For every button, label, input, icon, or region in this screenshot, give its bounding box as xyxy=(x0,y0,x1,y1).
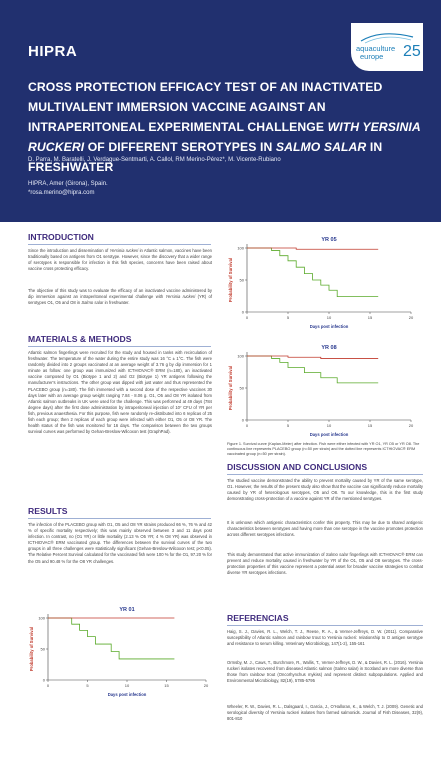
section-divider xyxy=(227,474,423,475)
methods-heading: MATERIALS & METHODS xyxy=(28,334,132,344)
x-tick-label: 20 xyxy=(408,315,414,320)
x-axis-label: Days post infection xyxy=(309,324,349,329)
placebo-survival-line xyxy=(247,356,378,383)
results-paragraph: The infection of the PLACEBO group with O1, O5 and O8 YR strains produced 66 %, 76 % and 42 % of specific mortality respectively; this was mainly observed between 3 and 11 days post infection. In contrast, no (O1 YR) or little mortality (2.13 % O5 YR; 4 % O8 YR) was observed in ICTHIOVAC® ERM vaccinated group. The differences between the survival curves of the two groups in all three challenges were statistically significant (Gehan-Breslow-Wilcoxon test; p<0.05). The Relative Percent Survival calculated for the vaccinated fish were 100 % for the O1, 97.20 % for the O5 and 90.48 % for the O8 YR challenges. xyxy=(28,522,212,564)
title-text-3: IN FRESHWATER xyxy=(28,140,383,174)
methods-paragraph: Atlantic salmon fingerlings were recruited for the study and housed in tanks with recirculation of freshwater. The temperature of the water during the entire study was 16 °C ± 1°C. The fish were randomly divided into 2 groups vaccinated at an average weight of 3.76 g by dip immersion for 1 minute as follow: one group was immunized with ICTHIOVAC® ERM (n=180), an inactivated vaccine composed by O1 (Biotype 1 and 2) and O2 (Biotype 1) YR antigens following the manufacturer's instructions. The other group was dipped with just water and thus represented the PLACEBO group (n=180). The fish immersed with a second dose of the respective vaccines 30 days later with an average group weight ranging 7.84 - 8.06 g. O1, O5 and O8 YR isolated from Atlantic salmon outbreaks in UK were used for the challenge. This was performed at 49 days (784 degree days) after the first dose administration by intraperitoneal injection of 10⁷ CFU of YR per fish, previous anaesthesia. For this purpose, fish were randomly re-distributed into 6 replicas of 25 fish each group; then 2 replicas of each group were infected with either O1, O5 or O8 YR. The health status of the fish was monitored for 16 days. The comparison between the two groups survival curves was performed by Gehan-Breslow-Wilcoxon test (GraphPad). xyxy=(28,350,212,435)
title-italic-2: SALMO SALAR xyxy=(275,140,367,154)
affiliation-block xyxy=(28,180,108,198)
x-tick-label: 10 xyxy=(326,423,332,428)
discussion-paragraph-2: It is unknown which antigenic characteristics confer this property. This may be due to shared antigenic characteristics between serotypes and having more than one serotype in the vaccine promotes protection across different serotypes infections. xyxy=(227,520,423,538)
discussion-paragraph-1: The studied vaccine demonstrated the ability to prevent mortality caused by YR of the same serotype, O1. However, the results of the present study also show that the vaccine can significantly reduce mortality caused by YR of heterologous serotypes, O5 and O8. To our knowledge, this is the first study demonstrating cross-protection of a vaccine against YR of the mentioned serotypes. xyxy=(227,478,423,502)
section-divider xyxy=(28,518,211,519)
vaccinated-survival-line xyxy=(247,356,378,359)
discussion-heading: DISCUSSION AND CONCLUSIONS xyxy=(227,462,368,472)
x-tick-label: 0 xyxy=(46,683,50,688)
results-heading: RESULTS xyxy=(28,506,68,516)
x-tick-label: 5 xyxy=(286,315,290,320)
y-tick-label: 100 xyxy=(38,615,45,621)
x-tick-label: 0 xyxy=(245,423,249,428)
x-tick-label: 0 xyxy=(245,315,249,320)
section-divider xyxy=(28,244,211,245)
x-tick-label: 20 xyxy=(203,683,209,688)
x-tick-label: 5 xyxy=(86,683,89,688)
y-tick-label: 0 xyxy=(42,677,45,683)
introduction-heading: INTRODUCTION xyxy=(28,232,94,242)
survival-chart-yr08 xyxy=(227,340,423,440)
chart-title: YR 05 xyxy=(321,237,337,243)
introduction-paragraph-1: Since the introduction and dissemination of Yersinia ruckeri in Atlantic salmon, vaccines have been traditionally based on antigens from O1 serotype. However, since the discovery that a wider range of serotypes is responsible for infection in this fish species, concerns have been raised about vaccine cross protecting efficacy. xyxy=(28,248,212,272)
event-logo xyxy=(351,23,423,71)
x-tick-label: 10 xyxy=(326,315,332,320)
x-tick-label: 15 xyxy=(367,315,373,320)
chart-title: YR 08 xyxy=(321,345,337,351)
reference-item: Haig, S. J., Davies, R. L., Welch, T. J., Reese, R. A., & Verner-Jeffreys, D. W. (2011). Comparative susceptibility of Atlantic salmon and rainbow trout to Yersinia ruckeri: relationship to O antigen serotype and resistance to serum killing. Veterinary Microbiology, 147(1-2), 155-161 xyxy=(227,629,423,647)
placebo-survival-line xyxy=(48,618,174,659)
references-heading: REFERENCIAS xyxy=(227,613,289,623)
title-text-1: CROSS PROTECTION EFFICACY TEST OF AN INACTIVATED MULTIVALENT IMMERSION VACCINE AGAINST AN INTRAPERITONEAL EXPERIMENTAL CHALLENGE xyxy=(28,80,383,134)
title-italic-1: WITH YERSINIA RUCKERI xyxy=(28,120,421,154)
x-axis-label: Days post infection xyxy=(309,432,349,437)
reference-item: Wheeler, R. W., Davies, R. L., Dalsgaard, I., Garcia, J., O'Halloran, K., & Welch, T. J. (2009). Genetic and serological diversity of Yersinia ruckeri isolates from farmed salmonids. Journal of Fish Diseases, 32(9), 801-810 xyxy=(227,704,423,722)
brand-logo: HIPRA xyxy=(28,43,78,60)
event-logo-line1: aquaculture xyxy=(356,44,396,53)
x-tick-label: 15 xyxy=(367,423,373,428)
introduction-paragraph-2: The objective of this study was to evaluate the efficacy of an inactivated vaccine administered by dip immersion against an intraperitoneal experimental challenge with Yersinia ruckeri (YR) of serotypes O1, O5 and O8 in Salmo salar in freshwater. xyxy=(28,288,212,306)
y-axis-label: Probability of Survival xyxy=(29,626,34,672)
event-logo-line2: europe xyxy=(360,52,384,61)
y-tick-label: 0 xyxy=(241,417,244,423)
survival-chart-yr01 xyxy=(28,602,218,700)
placebo-survival-line xyxy=(247,248,378,297)
survival-chart-yr05 xyxy=(227,232,423,332)
header-banner xyxy=(0,0,441,222)
y-tick-label: 50 xyxy=(40,646,45,652)
discussion-paragraph-3: This study demonstrated that active immunization of Salmo salar fingerlings with ICTHIOVAC® ERM can prevent and reduce mortality caused in freshwater by YR of the O1, O5 and O8 serotypes. The cross-protection properties of this vaccine represent a potential asset for broader vaccine strategies to combat diverse YR serotypes infections. xyxy=(227,552,424,576)
chart-title: YR 01 xyxy=(119,607,135,613)
y-tick-label: 100 xyxy=(237,245,244,251)
authors: D. Parra, M. Baratelli, J. Verdague-Sentmarti, A. Callol, RM Merino-Pérez*, M. Vicente-Rubiano xyxy=(28,157,281,163)
y-tick-label: 50 xyxy=(239,277,244,283)
x-axis-label: Days post infection xyxy=(107,692,147,697)
affiliation: HIPRA, Amer (Girona), Spain. xyxy=(28,181,108,187)
vaccinated-survival-line xyxy=(247,248,378,249)
y-axis-label: Probability of Survival xyxy=(228,365,233,411)
event-logo-number: 25 xyxy=(403,43,421,60)
y-tick-label: 100 xyxy=(237,353,244,359)
section-divider xyxy=(227,625,423,626)
y-axis-label: Probability of Survival xyxy=(228,257,233,303)
section-divider xyxy=(28,346,211,347)
title-text-2: OF DIFFERENT SEROTYPES IN xyxy=(84,140,276,154)
figure-caption: Figure 1. Survival curve (Kaplan-Meier) after infection. Fish were either infected with YR O1, YR O5 or YR O8. The continuous line represents PLACEBO group (n=50 per strain) and the dotted line represents ICTHIOVAC® ERM vaccinated group (n=50 per strain). xyxy=(227,442,420,457)
x-tick-label: 15 xyxy=(164,683,169,688)
y-tick-label: 0 xyxy=(241,309,244,315)
x-tick-label: 10 xyxy=(124,683,130,688)
x-tick-label: 5 xyxy=(286,423,290,428)
reference-item: Ormsby, M. J., Caws, T., Burchmore, R., Wallis, T., Verner-Jeffreys, D. W., & Davies, R. L. (2016). Yersinia ruckeri isolates recovered from diseased Atlantic salmon (Salmo salar) in Scotland are more diverse than those from rainbow trout (Oncorhynchus mykiss) and represent distinct subpopulations. Applied and Environmental Microbiology, 82(19), 5785-5795 xyxy=(227,660,423,684)
y-tick-label: 50 xyxy=(239,385,244,391)
contact-email: *rosa.merino@hipra.com xyxy=(28,190,95,196)
x-tick-label: 20 xyxy=(408,423,414,428)
